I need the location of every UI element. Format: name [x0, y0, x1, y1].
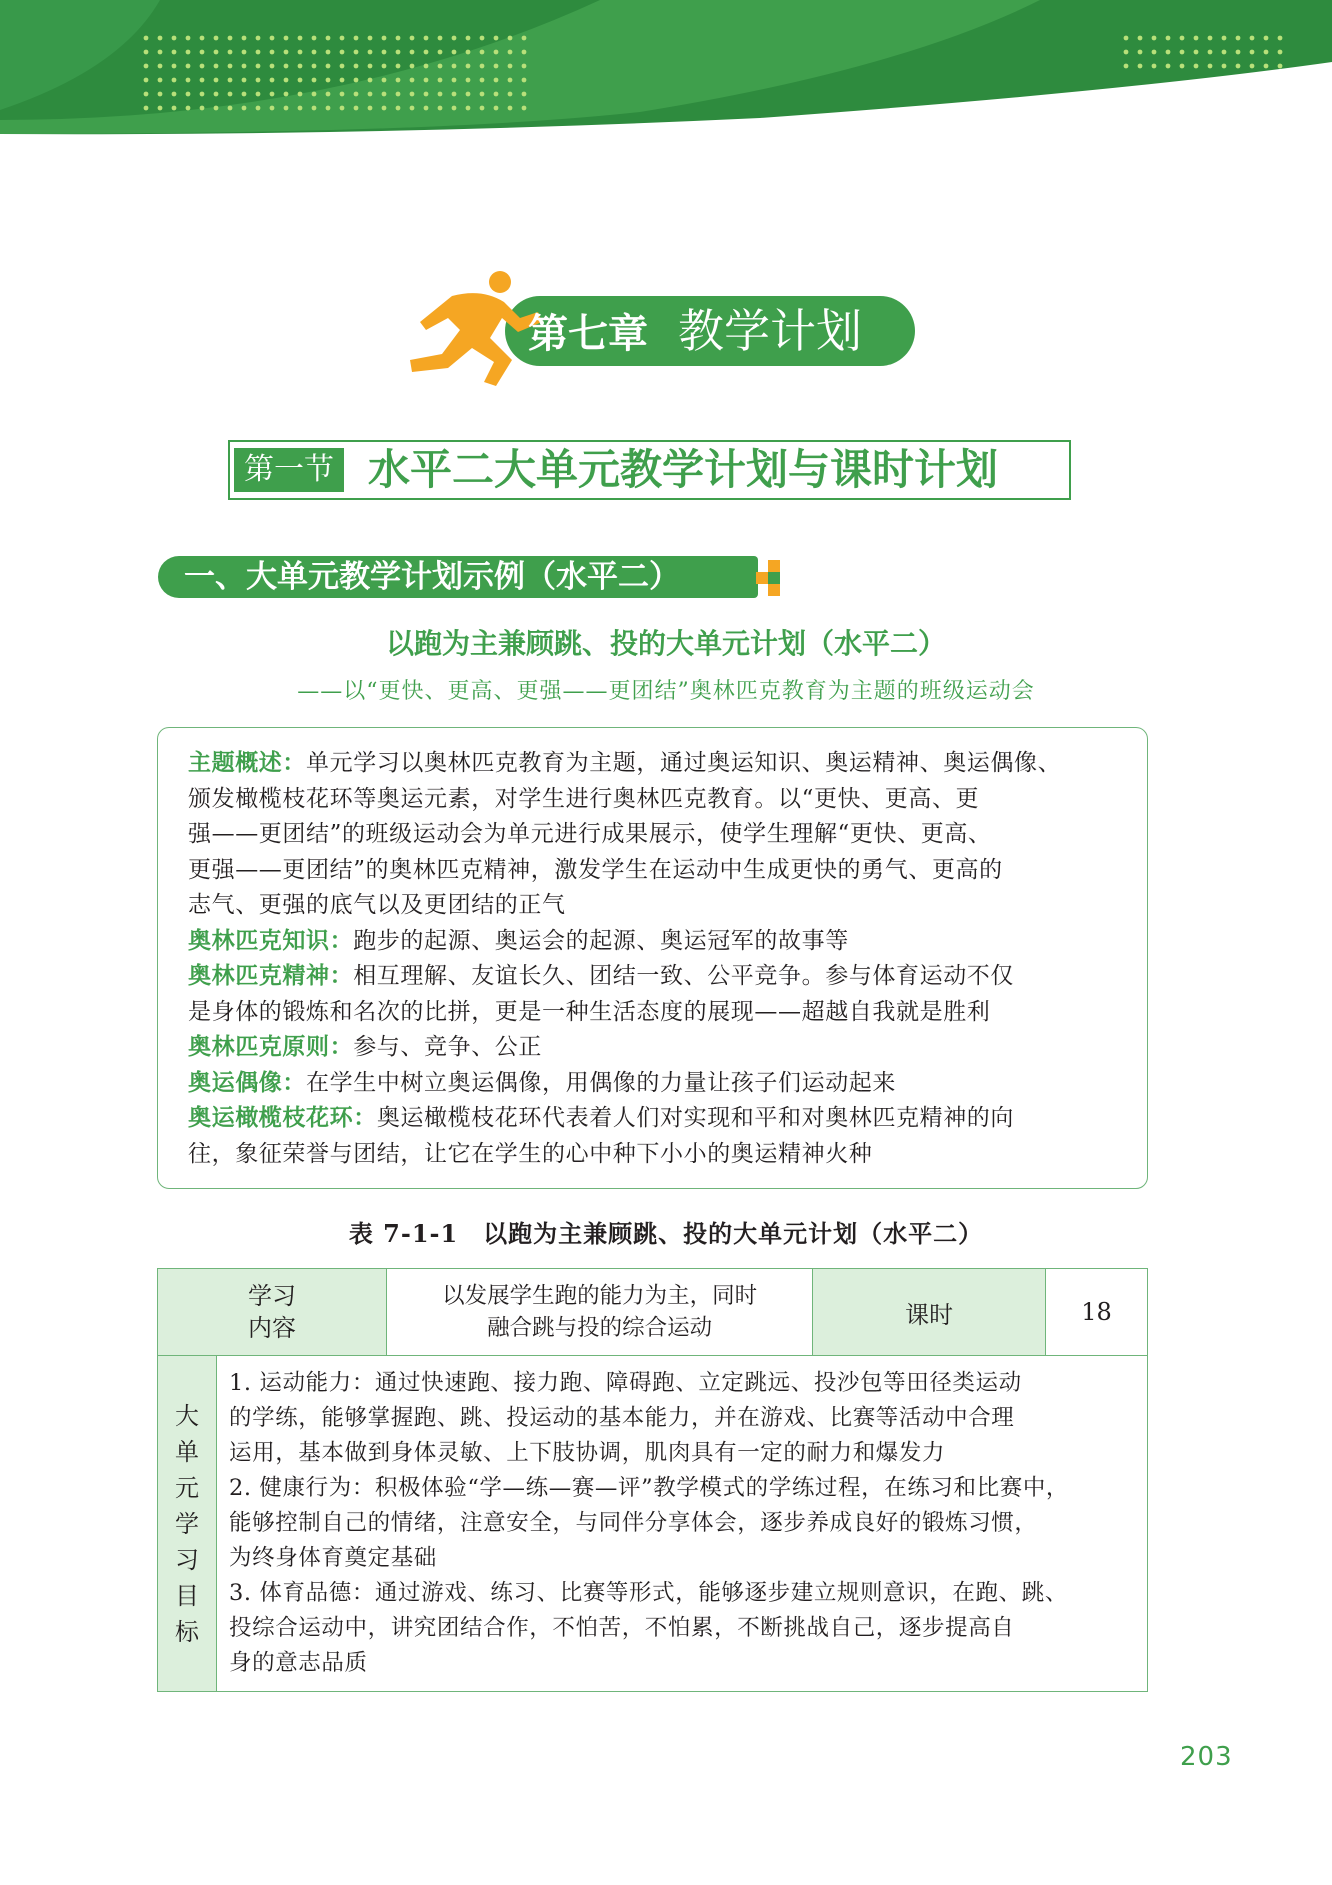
overview-label: 主题概述：	[188, 750, 306, 776]
overview-text: 往，象征荣誉与团结，让它在学生的心中种下小小的奥运精神火种	[188, 1140, 873, 1167]
class-hours-label: 课时	[813, 1269, 1046, 1356]
overview-text: 跑步的起源、奥运会的起源、奥运冠军的故事等	[353, 927, 849, 954]
overview-line	[188, 995, 1121, 1031]
overview-line	[188, 782, 1121, 818]
label-char: 学	[175, 1509, 199, 1538]
unit-goals-label	[158, 1356, 217, 1692]
learning-content-cell	[387, 1269, 813, 1356]
goal-line: 3. 体育品德：通过游戏、练习、比赛等形式，能够逐步建立规则意识，在跑、跳、	[229, 1580, 1068, 1606]
overview-line	[188, 746, 1121, 782]
section-title: 水平二大单元教学计划与课时计划	[368, 445, 999, 494]
plan-subtitle: ——以“更快、更高、更强——更团结”奥林匹克教育为主题的班级运动会	[297, 679, 1035, 704]
label-line: 内容	[248, 1314, 297, 1342]
content-line: 以发展学生跑的能力为主，同时	[442, 1283, 758, 1309]
overview-text: 在学生中树立奥运偶像，用偶像的力量让孩子们运动起来	[306, 1069, 896, 1096]
learning-content-label	[158, 1269, 387, 1356]
table-caption: 表 7-1-1 以跑为主兼顾跳、投的大单元计划（水平二）	[348, 1219, 984, 1248]
content-line: 融合跳与投的综合运动	[487, 1315, 713, 1341]
label-char: 单	[175, 1437, 199, 1466]
overview-line	[188, 1101, 1121, 1137]
label-char: 习	[175, 1545, 199, 1574]
overview-label: 奥林匹克原则：	[188, 1034, 354, 1060]
section-tag: 第一节	[234, 448, 344, 492]
overview-label: 奥运偶像：	[188, 1069, 306, 1096]
overview-text: 奥运橄榄枝花环代表着人们对实现和平和对奥林匹克精神的向	[376, 1105, 1015, 1131]
overview-text: 志气、更强的底气以及更团结的正气	[188, 892, 566, 918]
page-number: 203	[1180, 1742, 1233, 1772]
unit-goals-cell	[217, 1356, 1148, 1692]
goal-line: 为终身体育奠定基础	[229, 1545, 437, 1571]
overview-line	[188, 888, 1121, 924]
chapter-name: 教学计划	[678, 304, 862, 358]
checker-decoration-icon	[748, 560, 782, 596]
overview-line	[188, 924, 1121, 960]
overview-text: 单元学习以奥林匹克教育为主题，通过奥运知识、奥运精神、奥运偶像、	[306, 750, 1062, 776]
overview-line	[188, 1066, 1121, 1102]
unit-plan-table	[157, 1268, 1148, 1692]
top-decorative-band	[0, 0, 1332, 140]
overview-text: 是身体的锻炼和名次的比拼，更是一种生活态度的展现——超越自我就是胜利	[188, 998, 991, 1025]
overview-text: 相互理解、友谊长久、团结一致、公平竞争。参与体育运动不仅	[353, 963, 1015, 989]
overview-line	[188, 1137, 1121, 1173]
overview-line	[188, 817, 1121, 853]
label-char: 标	[175, 1617, 199, 1646]
overview-label: 奥运橄榄枝花环：	[188, 1105, 377, 1131]
goal-line: 的学练，能够掌握跑、跳、投运动的基本能力，并在游戏、比赛等活动中合理	[229, 1405, 1015, 1431]
table-row	[158, 1356, 1148, 1692]
overview-label: 奥林匹克知识：	[188, 927, 354, 954]
goal-line: 能够控制自己的情绪，注意安全，与同伴分享体会，逐步养成良好的锻炼习惯，	[229, 1510, 1038, 1536]
overview-text: 强——更团结”的班级运动会为单元进行成果展示，使学生理解“更快、更高、	[188, 821, 992, 847]
overview-text: 颁发橄榄枝花环等奥运元素，对学生进行奥林匹克教育。以“更快、更高、更	[188, 785, 980, 812]
chapter-heading	[528, 300, 862, 362]
theme-overview-box	[157, 727, 1148, 1189]
subsection-title: 一、大单元教学计划示例（水平二）	[184, 559, 680, 595]
goal-line: 2. 健康行为：积极体验“学—练—赛—评”教学模式的学练过程，在练习和比赛中，	[229, 1475, 1070, 1501]
class-hours-value: 18	[1046, 1269, 1148, 1356]
label-char: 目	[175, 1581, 199, 1610]
overview-line	[188, 853, 1121, 889]
overview-label: 奥林匹克精神：	[188, 963, 354, 989]
overview-text: 参与、竞争、公正	[353, 1034, 543, 1060]
chapter-number: 第七章	[528, 311, 648, 357]
overview-line	[188, 959, 1121, 995]
plan-title: 以跑为主兼顾跳、投的大单元计划（水平二）	[385, 627, 946, 660]
goal-line: 投综合运动中，讲究团结合作，不怕苦，不怕累，不断挑战自己，逐步提高自	[229, 1615, 1015, 1641]
goal-line: 运用，基本做到身体灵敏、上下肢协调，肌肉具有一定的耐力和爆发力	[229, 1440, 946, 1466]
label-line: 学习	[248, 1282, 297, 1310]
table-row	[158, 1269, 1148, 1356]
label-char: 大	[175, 1401, 199, 1430]
goal-line: 身的意志品质	[229, 1650, 368, 1676]
overview-text: 更强——更团结”的奥林匹克精神，激发学生在运动中生成更快的勇气、更高的	[188, 856, 1003, 883]
goal-line: 1. 运动能力：通过快速跑、接力跑、障碍跑、立定跳远、投沙包等田径类运动	[229, 1370, 1022, 1396]
label-char: 元	[175, 1473, 199, 1502]
overview-line	[188, 1030, 1121, 1066]
